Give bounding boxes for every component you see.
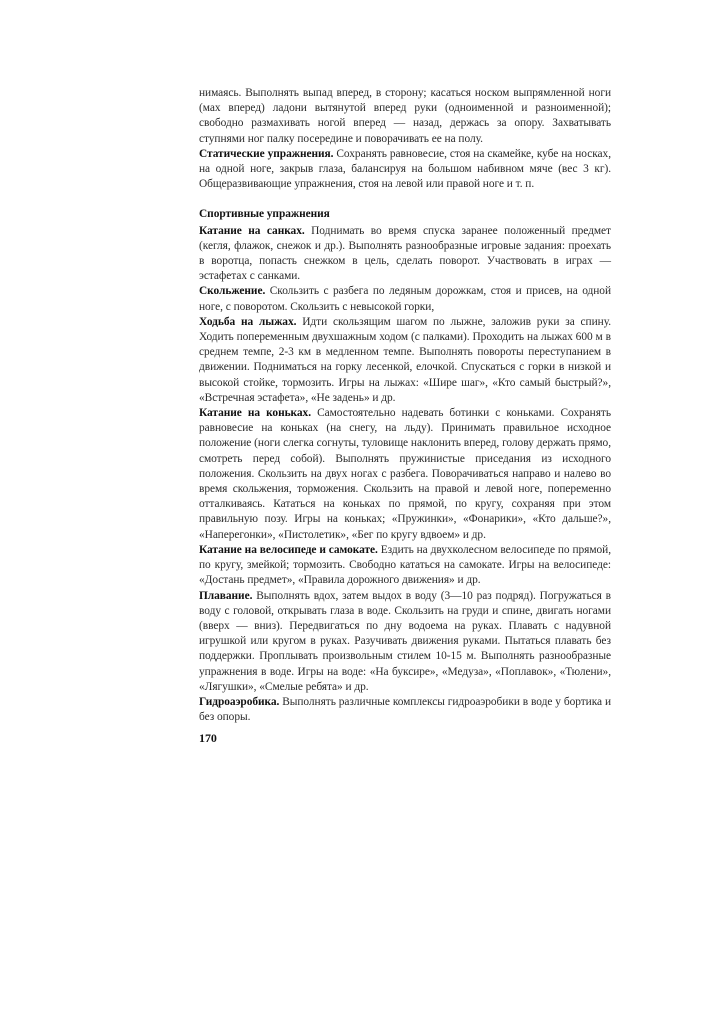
paragraph-text: Выполнять вдох, затем выдох в воду (3—10 раз подряд). Погружаться в воду с головой, открывать глаза в воде. Скользить на груди и спине, двигать ногами (вверх — вниз). Передвигаться по дну водоема на руках. Плавать с надувной игрушкой или кругом в руках. Разучивать движения руками. Пытаться плавать без поддержки. Проплывать произвольным стилем 10-15 м. Выполнять разнообразные упражнения в воде. Игры на воде: «На буксире», «Медуза», «Поплавок», «Тюлени», «Лягушки», «Смелые ребята» и др. bbox=[199, 589, 611, 693]
paragraph-text: Идти скользящим шагом по лыжне, заложив руки за спину. Ходить попеременным двухшажным ходом (с палками). Проходить на лыжах 600 м в среднем темпе, 2-3 км в медленном темпе. Выполнять повороты переступанием в движении. Подниматься на горку лесенкой, елочкой. Спускаться с горки в низкой и высокой стойке, тормозить. Игры на лыжах: «Шире шаг», «Кто самый быстрый?», «Встречная эстафета», «Не задень» и др. bbox=[199, 315, 611, 404]
paragraph-sliding bbox=[199, 284, 611, 314]
paragraph-text: Поднимать во время спуска заранее положенный предмет (кегля, флажок, снежок и др.). Выполнять разнообразные игровые задания: проехать в воротца, попасть снежком в цель, сделать поворот. Участвовать в играх — эстафетах с санками. bbox=[199, 224, 611, 283]
section-title: Спортивные упражнения bbox=[199, 208, 330, 221]
paragraph-title: Катание на коньках. bbox=[199, 407, 311, 420]
paragraph-skating bbox=[199, 406, 611, 543]
paragraph-skiing bbox=[199, 315, 611, 406]
paragraph-hydroaerobics bbox=[199, 695, 611, 725]
paragraph-swimming bbox=[199, 589, 611, 695]
paragraph-title: Плавание. bbox=[199, 589, 253, 602]
page-number: 170 bbox=[199, 731, 217, 746]
paragraph-cycling bbox=[199, 543, 611, 589]
paragraph-text: Скользить с разбега по ледяным дорожкам, стоя и присев, на одной ноге, с поворотом. Скользить с невысокой горки, bbox=[199, 285, 611, 313]
paragraph-text: Ездить на двухколесном велосипеде по прямой, по кругу, змейкой; тормозить. Свободно кататься на самокате. Игры на велосипеде: «Достань предмет», «Правила дорожного движения» и др. bbox=[199, 543, 611, 587]
paragraph-sledding bbox=[199, 224, 611, 285]
page-content bbox=[199, 86, 611, 747]
paragraph-title: Гидроаэробика. bbox=[199, 695, 280, 708]
paragraph-text: Самостоятельно надевать ботинки с коньками. Сохранять равновесие на коньках (на снегу, на льду). Принимать правильное исходное положение (ноги слегка согнуты, туловище наклонить вперед, голову держать прямо, смотреть перед собой). Выполнять пружинистые приседания из исходного положения. Скользить на двух ногах с разбега. Поворачиваться направо и налево во время скольжения, торможения. Скользить на правой и левой ноге, попеременно отталкиваясь. Кататься на коньках по прямой, по кругу, сохраняя при этом правильную позу. Игры на коньках; «Пружинки», «Фонарики», «Кто дальше?», «Наперегонки», «Пистолетик», «Бег по кругу вдвоем» и др. bbox=[199, 407, 611, 541]
paragraph-title: Скольжение. bbox=[199, 285, 266, 298]
paragraph-title: Катание на санках. bbox=[199, 224, 305, 237]
paragraph-text: Выполнять различные комплексы гидроаэробики в воде у бортика и без опоры. bbox=[199, 695, 611, 724]
static-exercises-paragraph bbox=[199, 147, 611, 193]
static-exercises-text: Сохранять равновесие, стоя на скамейке, кубе на носках, на одной ноге, закрыв глаза, балансируя на большом набивном мяче (вес 3 кг). Общеразвивающие упражнения, стоя на левой или правой ноге и т. п. bbox=[199, 147, 611, 191]
intro-continuation: нимаясь. Выполнять выпад вперед, в сторону; касаться носком выпрямленной ноги (мах вперед) ладони вытянутой вперед руки (одноименной и разноименной); свободно размахивать ногой вперед — назад, держась за опору. Захватывать ступнями ног палку посередине и поворачивать ее на полу. bbox=[199, 87, 611, 145]
intro-paragraph bbox=[199, 86, 611, 147]
paragraph-title: Катание на велосипеде и самокате. bbox=[199, 543, 378, 556]
static-exercises-title: Статические упражнения. bbox=[199, 147, 334, 160]
paragraph-title: Ходьба на лыжах. bbox=[199, 315, 297, 328]
